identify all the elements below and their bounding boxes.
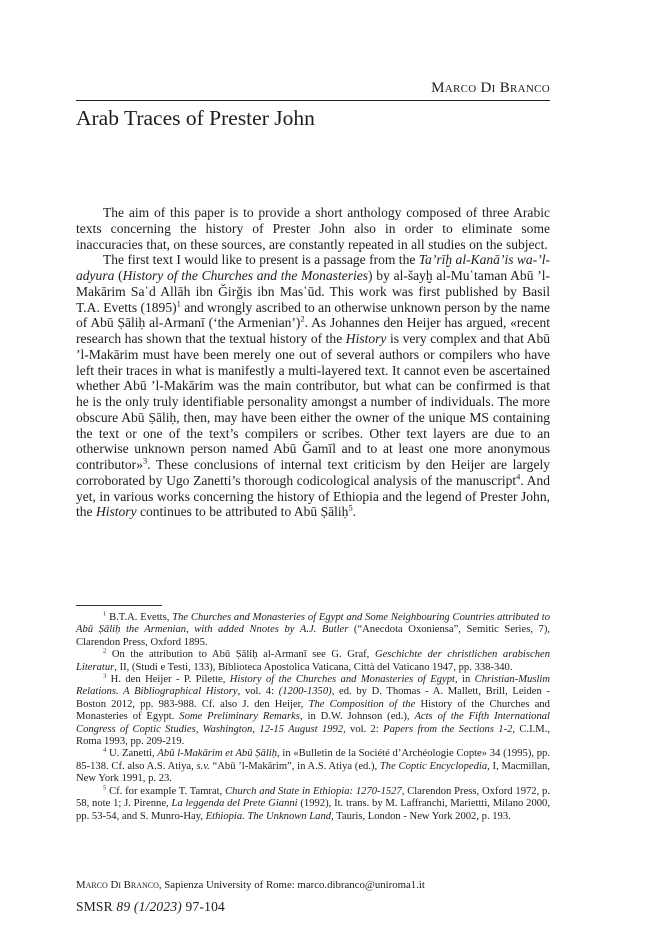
- affiliation-author-name: Marco Di Branco: [76, 879, 159, 891]
- article-body: [76, 205, 550, 520]
- footnote-ref-5: 5: [348, 503, 353, 513]
- footnote-ref-1: 1: [176, 298, 181, 308]
- footnote-separator: [76, 605, 162, 606]
- body-paragraph-1: The aim of this paper is to provide a short anthology composed of three Arabic texts concerning the history of Prester John also in order to eliminate some inaccuracies that, on these sources, are constantly repeated in all studies on the subject.: [76, 205, 550, 252]
- journal-citation: SMSR 89 (1/2023) 97-104: [76, 899, 226, 914]
- affiliation-text: , Sapienza University of Rome: marco.dibranco@uniroma1.it: [158, 879, 425, 891]
- footnote-1: $^1$ B.T.A. Evetts, The Churches and Monasteries of Egypt and Some Neighbouring Countries attributed to Abū Ṣāliḥ the Armenian, with added Nnotes by A.J. Butler (“Anecdota Oxoniensa”, Semitic Series, 7), Clarendon Press, Oxford 1895.: [76, 610, 550, 648]
- footnote-ref-3: 3: [142, 456, 148, 466]
- footnote-2: $^2$ On the attribution to Abū Ṣāliḥ al-Armanī see G. Graf, Geschichte der christlichen arabischen Literatur, II, (Studi e Testi, 133), Biblioteca Apostolica Vaticana, Città del Vaticano 1947, pp. 338-340.: [76, 647, 550, 673]
- author-affiliation: [76, 879, 425, 891]
- footnote-ref-4: 4: [516, 472, 521, 482]
- running-head-author: Marco Di Branco: [431, 80, 550, 96]
- footnotes: [76, 612, 550, 823]
- footnote-ref-2: 2: [300, 314, 305, 324]
- body-paragraph-2: The first text I would like to present is a passage from the Ta’rīḫ al-Kanā’is wa-’l-adyura (History of the Churches and the Monasteries) by al-šayḫ al-Mu῾taman Abū ’l-Makārim Sa῾d Allāh ibn Ǧirǧis ibn Mas῾ūd. This work was first published by Basil T.A. Evetts $(1895)^1$ and wrongly ascribed to an otherwise unknown person by the name of Abū Ṣāliḥ al-Armanī (‘the Armenian’)$^2$. As Johannes den Heijer has argued, «recent research has shown that the textual history of the History is very complex and that Abū ’l-Makārim must have been merely one out of several authors or compilers who have left their traces in what is manifestly a multi-layered text. It cannot even be ascertained whether Abū ’l-Makārim was the main contributor, but what can be confirmed is that he is the only truly identifiable personality amongst a number of individuals. The more obscure Abū Ṣāliḥ, then, may have been either the owner of the unique MS containing the text or one of the text’s compilers or scribes. Other text layers are due to an otherwise unknown person named Abū Ǧamīl and to at least one more anonymous contributor»$^3$. These conclusions of internal text criticism by den Heijer are largely corroborated by Ugo Zanetti’s thorough codicological analysis of the manuscript$^4$. And yet, in various works concerning the history of Ethiopia and the legend of Prester John, the History continues to be attributed to Abū Ṣāliḥ$^5$.: [76, 252, 551, 520]
- footnote-5: $^5$ Cf. for example T. Tamrat, Church and State in Ethiopia: 1270-1527, Clarendon Press, Oxford 1972, p. 58, note 1; J. Pirenne, La leggenda del Prete Gianni (1992), It. trans. by M. Laffranchi, Mariettti, Milano 2000, pp. 53-54, and S. Munro-Hay, Ethiopia. The Unknown Land, Tauris, London - New York 2002, p. 193.: [76, 784, 550, 822]
- footnote-4: $^4$ U. Zanetti, Abū l-Makārim et Abū Ṣāliḥ, in «Bulletin de la Société d’Archéologie Copte» 34 (1995), pp. 85-138. Cf. also A.S. Atiya, s.v. “Abū ’l-Makārim”, in A.S. Atiya (ed.), The Coptic Encyclopedia, I, Macmillan, New York 1991, p. 23.: [76, 746, 550, 785]
- header-rule: [76, 100, 550, 101]
- article-title: Arab Traces of Prester John: [76, 106, 315, 130]
- footnote-3: $^3$ H. den Heijer - P. Pilette, History of the Churches and Monasteries of Egypt, in Christian-Muslim Relations. A Bibliographical History, vol. 4: (1200-1350), ed. by D. Thomas - A. Mallett, Brill, Leiden - Boston 2012, pp. 983-988. Cf. also J. den Heijer, The Composition of the History of the Churches and Monasteries of Egypt. Some Preliminary Remarks, in D.W. Johnson (ed.), Acts of the Fifth International Congress of Coptic Studies, Washington, 12-15 August 1992, vol. 2: Papers from the Sections 1-2, C.I.M., Roma 1993, pp. 209-219.: [76, 672, 551, 748]
